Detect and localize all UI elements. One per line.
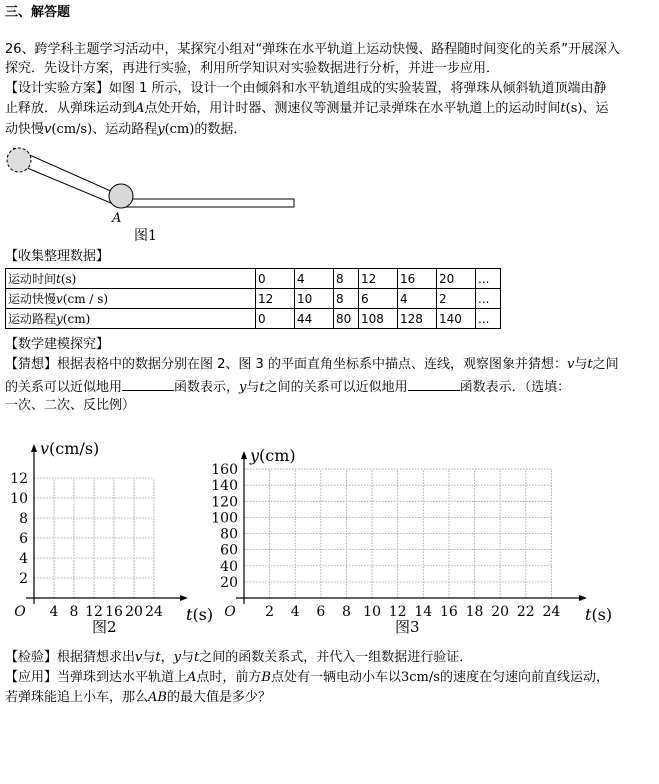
x-tick-label: 2 bbox=[265, 604, 275, 620]
y-axis-label: y(cm) bbox=[250, 446, 296, 465]
answer-blank-2[interactable] bbox=[408, 378, 460, 391]
y-axis-arrow bbox=[241, 451, 247, 459]
table-cell: 8 bbox=[334, 269, 359, 289]
x-tick-label: 24 bbox=[145, 604, 163, 620]
x-tick-label: 10 bbox=[363, 604, 381, 620]
design-line-2: 止释放．从弹珠运动到A点处开始，用计时器、测速仪等测量并记录弹珠在水平轨道上的运动时间t(s)、运 bbox=[5, 101, 609, 116]
y-tick-label: 12 bbox=[10, 471, 28, 487]
data-table bbox=[5, 268, 501, 329]
table-cell: 108 bbox=[359, 309, 398, 329]
guess-line-3: 一次、二次、反比例） bbox=[5, 398, 136, 413]
table-cell: 6 bbox=[359, 289, 398, 309]
x-tick-label: 14 bbox=[414, 604, 433, 620]
x-tick-label: 8 bbox=[69, 604, 79, 620]
x-axis-label: t(s) bbox=[186, 605, 214, 624]
table-cell: 2 bbox=[437, 289, 476, 309]
horizontal-track bbox=[118, 199, 294, 207]
point-a-label: A bbox=[112, 211, 122, 226]
table-cell: 0 bbox=[256, 269, 295, 289]
table-cell: 4 bbox=[295, 269, 334, 289]
design-line-3: 动快慢v(cm/s)、运动路程y(cm)的数据． bbox=[5, 122, 247, 137]
table-cell-ellipsis: ... bbox=[476, 269, 501, 289]
chart-caption: 图3 bbox=[395, 618, 420, 636]
y-tick-label: 10 bbox=[10, 491, 28, 507]
x-axis-arrow bbox=[579, 595, 587, 601]
figure-1-caption: 图1 bbox=[134, 228, 157, 244]
y-tick-label: 2 bbox=[19, 571, 28, 587]
problem-line-2: 探究．先设计方案，再进行实验，利用所学知识对实验数据进行分析，并进一步应用． bbox=[5, 61, 500, 76]
table-row bbox=[6, 289, 501, 309]
figure-1-apparatus bbox=[0, 140, 310, 250]
table-cell: 10 bbox=[295, 289, 334, 309]
guess-line-2: 的关系可以近似地用 函数表示，y与t之间的关系可以近似地用 函数表示．（选填： bbox=[5, 380, 571, 395]
table-cell: 140 bbox=[437, 309, 476, 329]
table-cell: 12 bbox=[256, 289, 295, 309]
y-tick-label: 6 bbox=[19, 531, 28, 547]
x-tick-label: 6 bbox=[316, 604, 326, 620]
x-tick-label: 16 bbox=[440, 604, 458, 620]
row-label: 运动路程y(cm) bbox=[6, 309, 256, 329]
table-cell: 8 bbox=[334, 289, 359, 309]
y-tick-label: 160 bbox=[211, 462, 238, 479]
answer-blank-1[interactable] bbox=[122, 378, 174, 391]
y-tick-label: 120 bbox=[211, 494, 238, 511]
table-cell: 16 bbox=[398, 269, 437, 289]
table-cell: 4 bbox=[398, 289, 437, 309]
chart-caption: 图2 bbox=[92, 618, 117, 636]
collect-title: 【收集整理数据】 bbox=[5, 249, 110, 264]
x-tick-label: 4 bbox=[49, 604, 59, 620]
row-label: 运动时间t(s) bbox=[6, 269, 256, 289]
x-tick-label: 20 bbox=[125, 604, 143, 620]
table-cell-ellipsis: ... bbox=[476, 309, 501, 329]
model-title: 【数学建模探究】 bbox=[5, 337, 110, 352]
x-tick-label: 12 bbox=[85, 604, 103, 620]
origin-label: O bbox=[224, 604, 236, 620]
y-tick-label: 140 bbox=[211, 478, 238, 495]
design-line-1: 【设计实验方案】如图 1 所示，设计一个由倾斜和水平轨道组成的实验装置，将弹珠从倾斜轨道顶端由静 bbox=[5, 81, 607, 96]
x-tick-label: 24 bbox=[542, 604, 561, 620]
x-tick-label: 18 bbox=[465, 604, 484, 620]
y-tick-label: 80 bbox=[220, 526, 238, 543]
y-tick-label: 8 bbox=[19, 511, 28, 527]
x-tick-label: 12 bbox=[388, 604, 407, 620]
origin-label: O bbox=[14, 604, 26, 620]
table-cell: 80 bbox=[334, 309, 359, 329]
x-tick-label: 8 bbox=[342, 604, 351, 620]
apply-line-1: 【应用】当弹珠到达水平轨道上A点时，前方B点处有一辆电动小车以3cm/s的速度在匀速向前直线运动， bbox=[5, 670, 609, 685]
ball-start-dashed bbox=[7, 148, 31, 172]
y-tick-label: 4 bbox=[19, 551, 28, 567]
x-tick-label: 20 bbox=[491, 604, 510, 620]
figure-3-chart bbox=[211, 422, 613, 638]
y-axis-label: v(cm/s) bbox=[40, 439, 100, 458]
y-tick-label: 100 bbox=[211, 510, 238, 527]
table-cell: 0 bbox=[256, 309, 295, 329]
x-tick-label: 16 bbox=[105, 604, 123, 620]
table-cell: 128 bbox=[398, 309, 437, 329]
x-tick-label: 22 bbox=[516, 604, 535, 620]
table-cell-ellipsis: ... bbox=[476, 289, 501, 309]
verify-line: 【检验】根据猜想求出v与t，y与t之间的函数关系式，并代入一组数据进行验证． bbox=[5, 650, 473, 665]
ball-at-a bbox=[109, 184, 133, 208]
row-label: 运动快慢v(cm / s) bbox=[6, 289, 256, 309]
y-tick-label: 60 bbox=[220, 542, 238, 559]
section-title: 三、解答题 bbox=[5, 5, 71, 20]
x-axis-label: t(s) bbox=[585, 605, 613, 624]
y-tick-label: 40 bbox=[220, 558, 238, 575]
apply-line-2: 若弹珠能追上小车，那么AB的最大值是多少？ bbox=[5, 690, 271, 705]
table-row bbox=[6, 269, 501, 289]
guess-line-1: 【猜想】根据表格中的数据分别在图 2、图 3 的平面直角坐标系中描点、连线，观察图象并猜想：v与t之间 bbox=[5, 357, 619, 372]
x-axis-arrow bbox=[180, 595, 188, 601]
table-cell: 44 bbox=[295, 309, 334, 329]
y-tick-label: 20 bbox=[220, 574, 238, 591]
problem-line-1: 26、跨学科主题学习活动中，某探究小组对“弹珠在水平轨道上运动快慢、路程随时间变化的关系”开展深入 bbox=[5, 42, 621, 57]
table-cell: 12 bbox=[359, 269, 398, 289]
table-row bbox=[6, 309, 501, 329]
table-cell: 20 bbox=[437, 269, 476, 289]
figure-2-chart bbox=[0, 422, 215, 638]
x-tick-label: 4 bbox=[290, 604, 300, 620]
y-axis-arrow bbox=[31, 444, 37, 452]
